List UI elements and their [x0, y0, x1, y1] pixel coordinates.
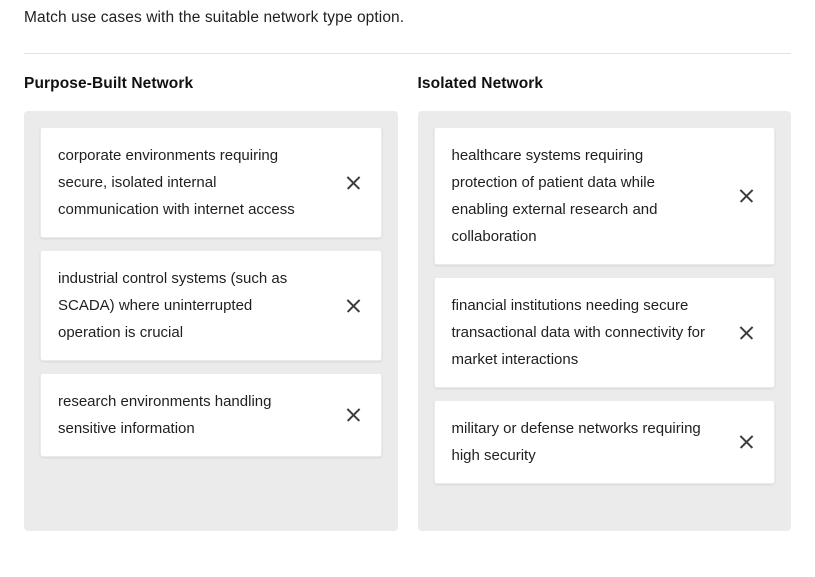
close-icon[interactable]: [736, 322, 758, 344]
dropzone-isolated-network[interactable]: [418, 111, 792, 531]
list-item[interactable]: [40, 373, 382, 457]
close-icon[interactable]: [736, 431, 758, 453]
card-text: financial institutions needing secure transactional data with connectivity for market interactions: [451, 297, 705, 368]
column-isolated-network: [418, 75, 792, 531]
close-icon[interactable]: [343, 404, 365, 426]
card-text: corporate environments requiring secure, isolated internal communication with internet access: [58, 147, 295, 218]
close-icon[interactable]: [343, 172, 365, 194]
list-item[interactable]: [40, 127, 382, 238]
list-item[interactable]: [434, 400, 776, 484]
columns-container: [24, 75, 791, 531]
card-text: military or defense networks requiring high security: [451, 420, 701, 464]
card-text: healthcare systems requiring protection of patient data while enabling external research and collaboration: [451, 147, 658, 245]
dropzone-purpose-built-network[interactable]: [24, 111, 398, 531]
list-item[interactable]: [40, 250, 382, 361]
card-text: industrial control systems (such as SCADA) where uninterrupted operation is crucial: [58, 270, 288, 341]
list-item[interactable]: [434, 127, 776, 265]
card-text: research environments handling sensitive information: [58, 393, 272, 437]
column-purpose-built-network: [24, 75, 398, 531]
close-icon[interactable]: [736, 185, 758, 207]
column-title: Isolated Network: [417, 75, 544, 92]
instruction-text: Match use cases with the suitable network type option.: [24, 9, 405, 26]
header-divider: [24, 53, 791, 54]
list-item[interactable]: [434, 277, 776, 388]
column-title: Purpose-Built Network: [24, 75, 194, 92]
close-icon[interactable]: [343, 295, 365, 317]
